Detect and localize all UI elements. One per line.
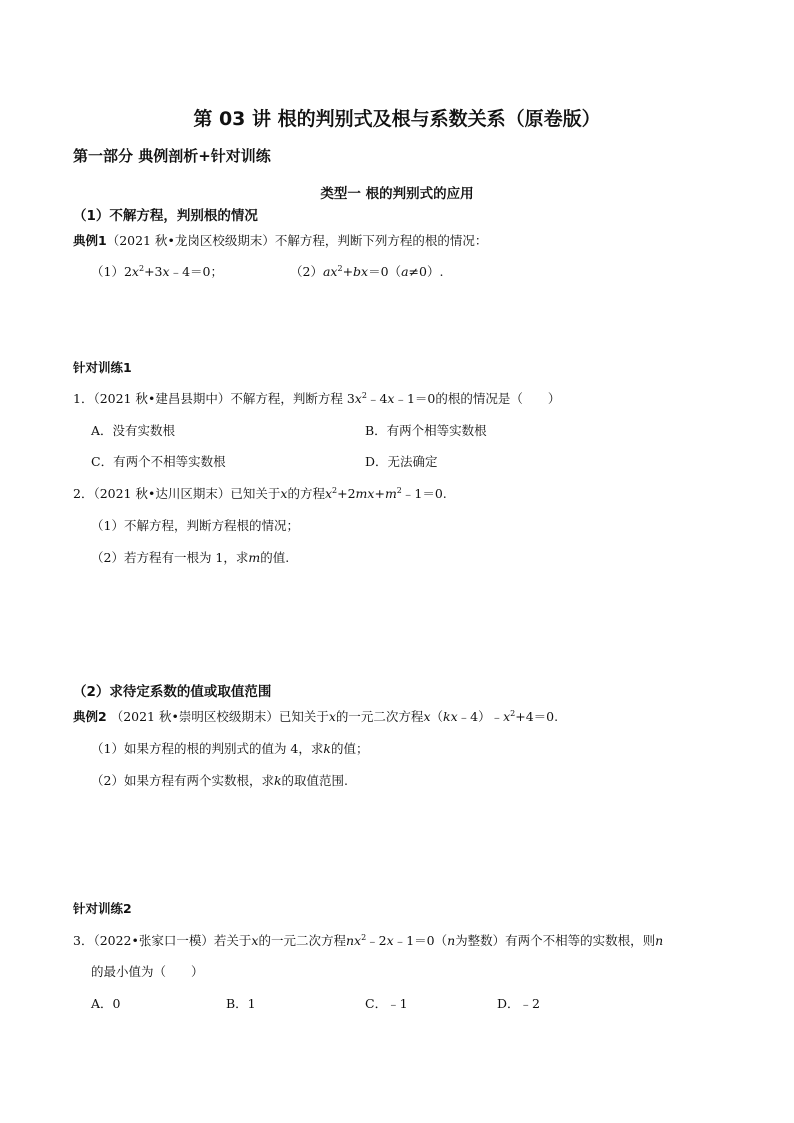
problem3-statement-line2: 的最小值为（ ）	[91, 964, 204, 979]
example1-label: 典例1	[73, 233, 107, 248]
example2-question-1: （1）如果方程的根的判别式的值为 4，求k的值；	[91, 741, 369, 756]
problem3-option-b: B．1	[226, 996, 256, 1011]
training1-label: 针对训练1	[73, 360, 132, 375]
problem1-option-d: D．无法确定	[365, 454, 438, 469]
problem2-question-2: （2）若方程有一根为 1，求m的值.	[91, 550, 290, 565]
example1-question-1: $(1)2x^2+3x﹣4=0$；	[91, 264, 223, 279]
problem2-statement: 2．（2021 秋•达川区期末）已知关于x的方程$x^2+2mx+m^2﹣1=0$.	[73, 486, 447, 501]
problem3-option-a: A．0	[91, 996, 121, 1011]
problem1-statement: 1．（2021 秋•建昌县期中）不解方程，判断方程 $3x^2﹣4x﹣1=0$的根的情况是（ ）	[73, 391, 561, 406]
problem1-option-a: A．没有实数根	[91, 423, 176, 438]
part-heading: 第一部分 典例剖析+针对训练	[73, 147, 271, 165]
problem1-option-b: B．有两个相等实数根	[365, 423, 487, 438]
example2-statement: 典例2 （2021 秋•崇明区校级期末）已知关于x的一元二次方程$x(kx﹣4)﹣x^2+4=0$.	[73, 709, 559, 724]
problem3-option-c: C．﹣1	[365, 996, 408, 1011]
problem3-option-d: D．﹣2	[497, 996, 540, 1011]
type1-heading: 类型一 根的判别式的应用	[320, 186, 474, 202]
problem3-statement: 3．（2022•张家口一模）若关于x的一元二次方程$nx^2﹣2x﹣1=0(n$为整数）有两个不相等的实数根，则n	[73, 933, 664, 948]
page-title: 第 03 讲 根的判别式及根与系数关系（原卷版）	[193, 108, 601, 130]
example1-statement: 典例1（2021 秋•龙岗区校级期末）不解方程，判断下列方程的根的情况：	[73, 233, 488, 248]
section1-heading: （1）不解方程，判别根的情况	[73, 208, 258, 224]
section2-heading: （2）求待定系数的值或取值范围	[73, 684, 272, 700]
example2-question-2: （2）如果方程有两个实数根，求k的取值范围.	[91, 773, 349, 788]
problem2-question-1: （1）不解方程，判断方程根的情况；	[91, 518, 299, 533]
example1-question-2: $(2)ax^2+bx=0(a\ne 0)$.	[290, 264, 444, 279]
training2-label: 针对训练2	[73, 901, 132, 916]
problem1-option-c: C．有两个不相等实数根	[91, 454, 226, 469]
